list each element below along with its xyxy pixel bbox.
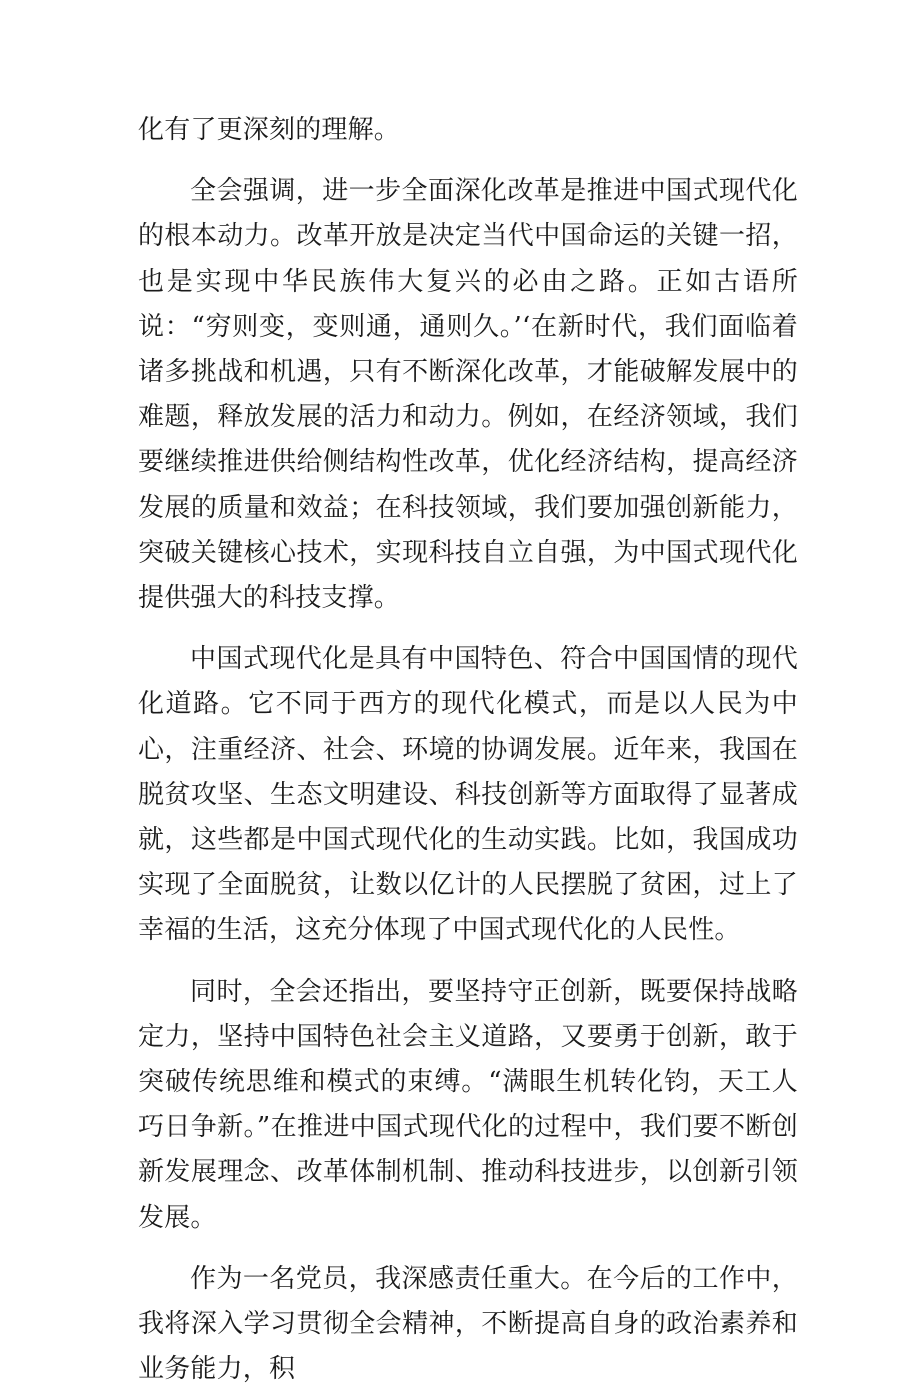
document-body: [138, 108, 798, 1392]
paragraph-deepening-reform: 全会强调，进一步全面深化改革是推进中国式现代化的根本动力。改革开放是决定当代中国命运的关键一招，也是实现中华民族伟大复兴的必由之路。正如古语所说：“穷则变，变则通，通则久。’‘在新时代，我们面临着诸多挑战和机遇，只有不断深化改革，才能破解发展中的难题，释放发展的活力和动力。例如，在经济领域，我们要继续推进供给侧结构性改革，优化经济结构，提高经济发展的质量和效益；在科技领域，我们要加强创新能力，突破关键核心技术，实现科技自立自强，为中国式现代化提供强大的科技支撑。: [138, 176, 798, 614]
paragraph-innovation: 同时，全会还指出，要坚持守正创新，既要保持战略定力，坚持中国特色社会主义道路，又要勇于创新，敢于突破传统思维和模式的束缚。“满眼生机转化钧，天工人巧日争新。”在推进中国式现代化的过程中，我们要不断创新发展理念、改革体制机制、推动科技进步，以创新引领发展。: [138, 976, 798, 1233]
paragraph-party-member: 作为一名党员，我深感责任重大。在今后的工作中，我将深入学习贯彻全会精神，不断提高自身的政治素养和业务能力，积: [138, 1263, 798, 1385]
paragraph-continued: 化有了更深刻的理解。: [138, 115, 401, 145]
paragraph-chinese-modernization: 中国式现代化是具有中国特色、符合中国国情的现代化道路。它不同于西方的现代化模式，而是以人民为中心，注重经济、社会、环境的协调发展。近年来，我国在脱贫攻坚、生态文明建设、科技创新等方面取得了显著成就，这些都是中国式现代化的生动实践。比如，我国成功实现了全面脱贫，让数以亿计的人民摆脱了贫困，过上了幸福的生活，这充分体现了中国式现代化的人民性。: [138, 644, 798, 946]
